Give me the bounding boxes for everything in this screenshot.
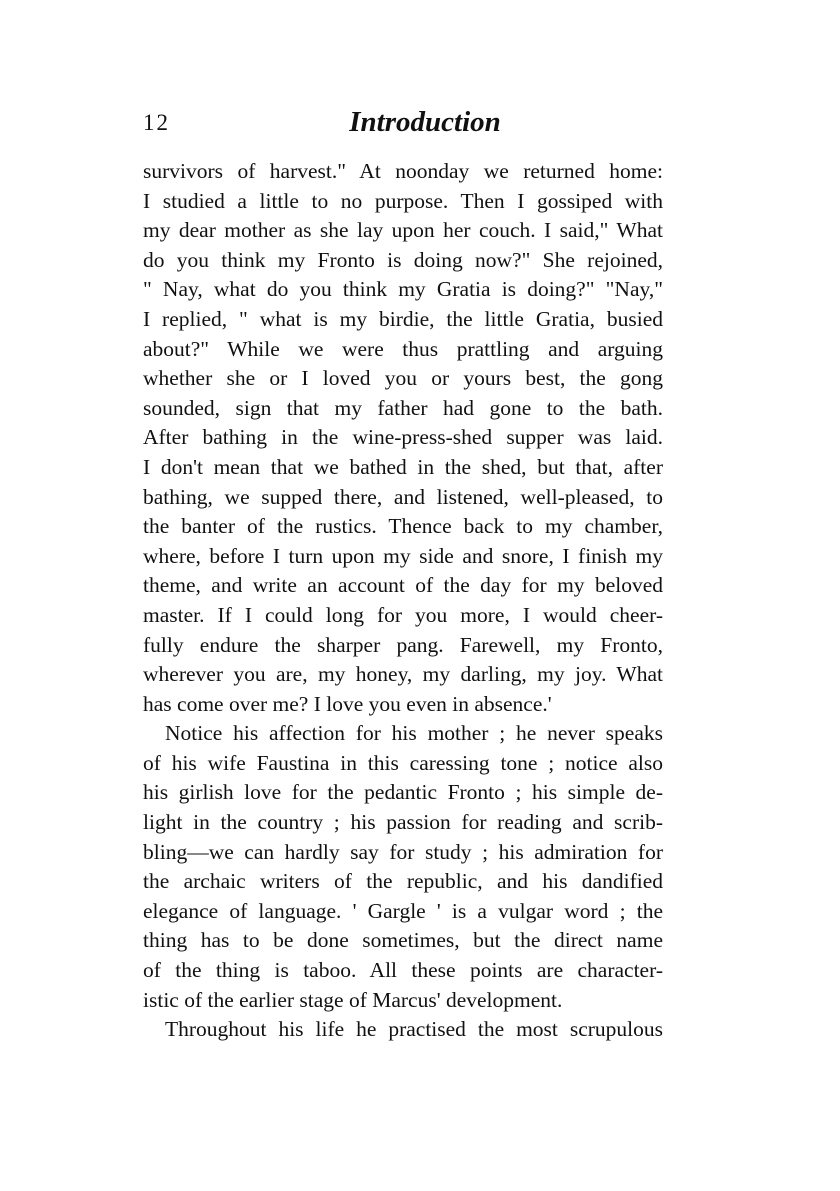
- text-line: whether she or I loved you or yours best, the gong: [143, 366, 663, 391]
- text-line: sounded, sign that my father had gone to the bath.: [143, 395, 663, 420]
- text-line: where, before I turn upon my side and snore, I finish my: [143, 543, 663, 568]
- text-line: " Nay, what do you think my Gratia is doing?" "Nay,": [143, 277, 663, 302]
- text-line: thing has to be done sometimes, but the direct name: [143, 928, 663, 953]
- text-line: the archaic writers of the republic, and his dandified: [143, 869, 663, 894]
- text-line: theme, and write an account of the day for my beloved: [143, 573, 663, 598]
- text-line: has come over me? I love you even in absence.': [143, 691, 552, 716]
- text-line: the banter of the rustics. Thence back to my chamber,: [143, 514, 663, 539]
- text-line: After bathing in the wine-press-shed supper was laid.: [143, 425, 663, 450]
- page-header: [143, 106, 663, 146]
- text-line: light in the country ; his passion for reading and scrib-: [143, 810, 663, 835]
- text-line: do you think my Fronto is doing now?" She rejoined,: [143, 247, 663, 272]
- text-line: master. If I could long for you more, I would cheer-: [143, 602, 663, 627]
- text-line: bathing, we supped there, and listened, well-pleased, to: [143, 484, 663, 509]
- text-line: his girlish love for the pedantic Fronto ; his simple de-: [143, 780, 663, 805]
- running-head: Introduction: [349, 106, 501, 138]
- text-line: elegance of language. ' Gargle ' is a vulgar word ; the: [143, 898, 663, 923]
- text-line: I studied a little to no purpose. Then I gossiped with: [143, 188, 663, 213]
- text-line: of his wife Faustina in this caressing tone ; notice also: [143, 750, 663, 775]
- text-line: of the thing is taboo. All these points are character-: [143, 958, 663, 983]
- body-text: [143, 157, 663, 1045]
- text-line: Throughout his life he practised the most scrupulous: [165, 1017, 663, 1042]
- text-line: Notice his affection for his mother ; he never speaks: [165, 721, 663, 746]
- page-number: 12: [143, 110, 170, 135]
- text-line: I don't mean that we bathed in the shed, but that, after: [143, 454, 663, 479]
- text-line: bling—we can hardly say for study ; his admiration for: [143, 839, 663, 864]
- text-line: I replied, " what is my birdie, the little Gratia, busied: [143, 306, 663, 331]
- text-line: istic of the earlier stage of Marcus' development.: [143, 987, 563, 1012]
- text-line: my dear mother as she lay upon her couch. I said," What: [143, 218, 663, 243]
- text-line: about?" While we were thus prattling and arguing: [143, 336, 663, 361]
- text-line: survivors of harvest." At noonday we returned home:: [143, 159, 663, 183]
- text-line: fully endure the sharper pang. Farewell, my Fronto,: [143, 632, 663, 657]
- text-line: wherever you are, my honey, my darling, my joy. What: [143, 662, 663, 687]
